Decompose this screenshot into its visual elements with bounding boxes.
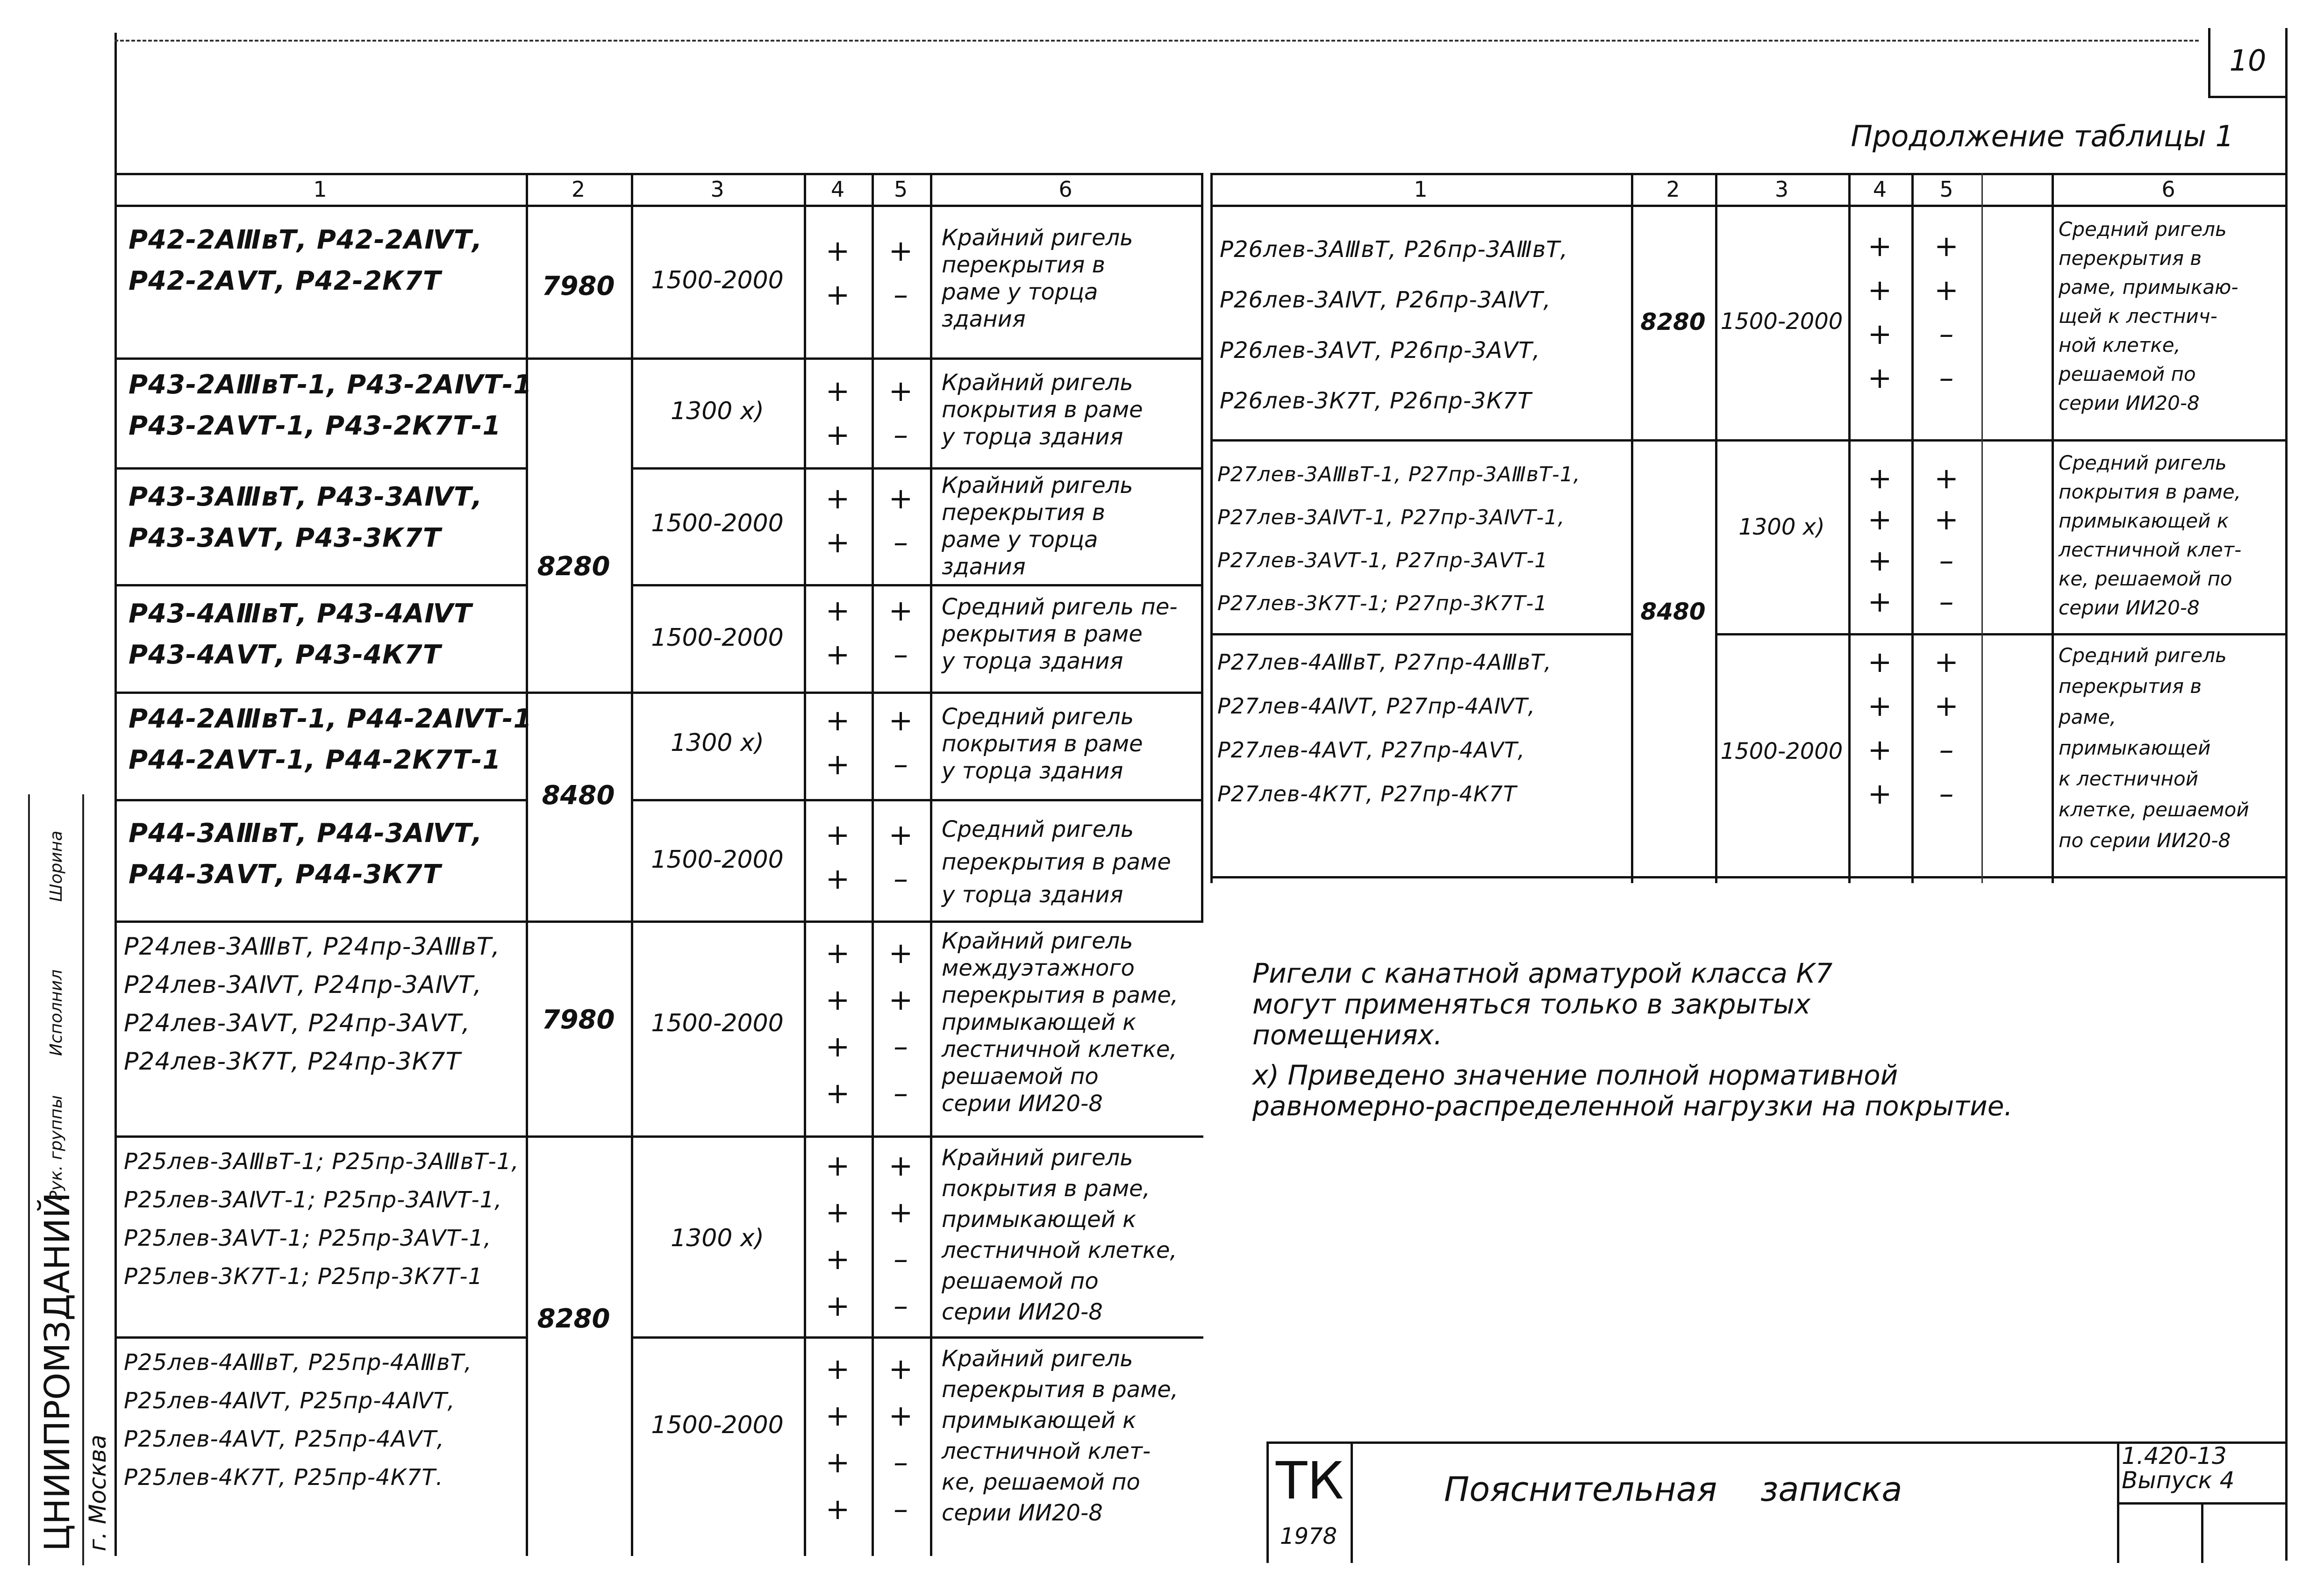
right-header-6: 6 — [2161, 177, 2175, 202]
right-row-1-col5: + + – – — [1934, 229, 1959, 395]
stamp-issue: Выпуск 4 — [2122, 1467, 2235, 1494]
left-row-6-col4: + + — [825, 818, 850, 896]
note-line-3: помещениях. — [1252, 1019, 1443, 1051]
right-row-3-col5: + + – – — [1934, 645, 1959, 811]
right-header-5: 5 — [1939, 177, 1953, 202]
left-header-6: 6 — [1058, 177, 1073, 202]
left-row-6-col5: + – — [888, 818, 913, 896]
left-row-9-names: Р25лев-4АⅢвТ, Р25пр-4АⅢвТ, Р25лев-4АⅣТ, Р25пр-4АⅣТ, Р25лев-4АⅤТ, Р25пр-4АⅤТ, Р25лев-4К7Т, Р25пр-4К7Т. — [124, 1349, 472, 1491]
note-line-5: равномерно-распределенной нагрузки на покрытие. — [1252, 1090, 2013, 1122]
right-row-3-names: Р27лев-4АⅢвТ, Р27пр-4АⅢвТ, Р27лев-4АⅣТ, Р27пр-4АⅣТ, Р27лев-4АⅤТ, Р27пр-4АⅤТ, Р27лев-4К7Т, Р27пр-4К7Т — [1217, 649, 1552, 806]
left-row-7-desc: Крайний ригель междуэтажного перекрытия в раме, примыкающей к лестничной клетке, решаемой по серии ИИ20-8 — [942, 928, 1178, 1117]
right-header-3: 3 — [1774, 177, 1789, 202]
stamp-year: 1978 — [1280, 1523, 1337, 1549]
right-row-2-col5: + + – – — [1934, 461, 1959, 619]
left-row-6-desc: Средний ригель перекрытия в раме у торца здания — [942, 816, 1171, 908]
stamp-title: Пояснительная записка — [1444, 1470, 1902, 1509]
right-row-1-col4: + + + + — [1867, 229, 1892, 395]
left-row-2-desc: Крайний ригель покрытия в раме у торца здания — [942, 370, 1143, 450]
right-row-1-desc: Средний ригель перекрытия в раме, примыкаю- щей к лестнич- ной клетке, решаемой по серии ИИ20-8 — [2059, 218, 2238, 414]
left-row-4-desc: Средний ригель пе- рекрытия в раме у торца здания — [942, 594, 1178, 674]
right-row-3-desc: Средний ригель перекрытия в раме, примыкающей к лестничной клетке, решаемой по серии ИИ20-8 — [2059, 644, 2249, 852]
right-header-1: 1 — [1414, 177, 1428, 202]
right-table — [1210, 173, 2285, 883]
margin-label-3: Шорина — [47, 830, 66, 902]
left-row-1-desc: Крайний ригель перекрытия в раме у торца здания — [942, 225, 1133, 332]
left-row-2-col5: + – — [888, 374, 913, 452]
right-row-3-col3: 1500-2000 — [1720, 738, 1843, 764]
margin-label-2: Исполнил — [47, 969, 66, 1056]
left-row-5-names: Р44-2АⅢвТ-1, Р44-2АⅣТ-1 Р44-2АⅤТ-1, Р44-2К7Т-1 — [129, 704, 532, 775]
left-row-4-col3: 1500-2000 — [651, 624, 784, 652]
left-row-3-col4: + + — [825, 481, 850, 559]
left-row-7-col4: + + + + — [825, 936, 850, 1110]
right-row-2-desc: Средний ригель покрытия в раме, примыкающей к лестничной клет- ке, решаемой по серии ИИ20-8 — [2059, 451, 2242, 619]
left-row-9-col4: + + + + — [825, 1352, 850, 1526]
frame-right-line — [2285, 28, 2288, 1561]
left-row-9-desc: Крайний ригель перекрытия в раме, примыкающей к лестничной клет- ке, решаемой по серии ИИ20-8 — [942, 1346, 1178, 1526]
left-row-3-desc: Крайний ригель перекрытия в раме у торца здания — [942, 472, 1133, 580]
notes — [1252, 958, 2013, 1121]
left-row-6-names: Р44-3АⅢвТ, Р44-3АⅣТ, Р44-3АⅤТ, Р44-3К7Т — [129, 818, 483, 890]
left-header-3: 3 — [710, 177, 724, 202]
left-header-1: 1 — [313, 177, 327, 202]
right-row-1-col2: 8280 — [1640, 308, 1706, 335]
left-row-5-col5: + – — [888, 703, 913, 781]
left-row-8-names: Р25лев-3АⅢвТ-1; Р25пр-3АⅢвТ-1, Р25лев-3АⅣТ-1; Р25пр-3АⅣТ-1, Р25лев-3АⅤТ-1; Р25пр-3АⅤТ-1, Р25лев-3К7Т-1; Р25пр-3К7Т-1 — [124, 1149, 519, 1290]
stamp-tk: ТК — [1276, 1451, 1344, 1511]
right-row-2-col3: 1300 х) — [1738, 514, 1825, 540]
note-line-1: Ригели с канатной арматурой класса К7 — [1252, 957, 1833, 989]
left-row-4-col5: + – — [888, 593, 913, 671]
left-col2-group-2: 8280 — [537, 551, 610, 582]
left-row-8-col3: 1300 х) — [671, 1224, 764, 1252]
left-row-8-col4: + + + + — [825, 1149, 850, 1323]
left-row-3-col3: 1500-2000 — [651, 509, 784, 537]
stamp-series: 1.420-13 — [2122, 1442, 2227, 1470]
right-col2-group: 8480 — [1640, 598, 1706, 625]
left-row-5-desc: Средний ригель покрытия в раме у торца здания — [942, 704, 1143, 784]
margin-stamp — [28, 794, 111, 1565]
left-row-2-names: Р43-2АⅢвТ-1, Р43-2АⅣТ-1 Р43-2АⅤТ-1, Р43-2К7Т-1 — [129, 370, 532, 441]
right-row-2-col4: + + + + — [1867, 461, 1892, 619]
left-header-2: 2 — [571, 177, 586, 202]
left-row-7-col3: 1500-2000 — [651, 1009, 784, 1037]
left-col2-group-4: 7980 — [542, 1005, 615, 1035]
margin-label-1: Рук. группы — [47, 1095, 66, 1201]
right-header-4: 4 — [1873, 177, 1887, 202]
left-row-1-col4: + + — [825, 234, 850, 312]
left-row-5-col4: + + — [825, 703, 850, 781]
note-line-2: могут применяться только в закрытых — [1252, 988, 1811, 1020]
left-row-7-col5: + + – – — [888, 936, 913, 1110]
left-row-5-col3: 1300 х) — [671, 729, 764, 757]
right-row-1-names: Р26лев-3АⅢвТ, Р26пр-3АⅢвТ, Р26лев-3АⅣТ, Р26пр-3АⅣТ, Р26лев-3АⅤТ, Р26пр-3АⅤТ, Р26лев-3К7Т, Р26пр-3К7Т — [1220, 236, 1568, 414]
right-header-2: 2 — [1666, 177, 1680, 202]
note-line-4: х) Приведено значение полной нормативной — [1252, 1059, 1898, 1091]
margin-city: г. Москва — [84, 1434, 111, 1551]
right-row-3-col4: + + + + — [1867, 645, 1892, 811]
left-col2-group-5: 8280 — [537, 1304, 610, 1334]
left-row-3-names: Р43-3АⅢвТ, Р43-3АⅣТ, Р43-3АⅤТ, Р43-3К7Т — [129, 482, 483, 553]
left-row-4-col4: + + — [825, 593, 850, 671]
margin-org: ЦНИИПРОМЗДАНИЙ — [37, 1192, 78, 1551]
left-table — [114, 173, 1203, 1551]
left-row-1-col3: 1500-2000 — [651, 266, 784, 294]
left-row-1-names: Р42-2АⅢвТ, Р42-2АⅣТ, Р42-2АⅤТ, Р42-2К7Т — [129, 225, 483, 296]
right-row-2-names: Р27лев-3АⅢвТ-1, Р27пр-3АⅢвТ-1, Р27лев-3АⅣТ-1, Р27пр-3АⅣТ-1, Р27лев-3АⅤТ-1, Р27пр-3АⅤТ-1 Р27лев-3К7Т-1; Р27пр-3К7Т-1 — [1217, 463, 1580, 615]
left-row-2-col4: + + — [825, 374, 850, 452]
left-row-8-col5: + + – – — [888, 1149, 913, 1323]
left-row-8-desc: Крайний ригель покрытия в раме, примыкающей к лестничной клетке, решаемой по серии ИИ20-8 — [942, 1145, 1177, 1325]
left-row-7-names: Р24лев-3АⅢвТ, Р24пр-3АⅢвТ, Р24лев-3АⅣТ, Р24пр-3АⅣТ, Р24лев-3АⅤТ, Р24пр-3АⅤТ, Р24лев-3К7Т, Р24пр-3К7Т — [124, 933, 500, 1076]
stamp-series-block — [2122, 1444, 2234, 1492]
left-col2-group-3: 8480 — [542, 780, 615, 811]
left-row-3-col5: + – — [888, 481, 913, 559]
frame-top-line — [114, 40, 2199, 42]
continuation-title: Продолжение таблицы 1 — [1851, 119, 2234, 153]
left-row-9-col5: + + – – — [888, 1352, 913, 1526]
right-row-1-col3: 1500-2000 — [1720, 308, 1843, 335]
left-col2-group-1: 7980 — [542, 271, 615, 301]
left-row-9-col3: 1500-2000 — [651, 1411, 784, 1439]
left-row-2-col3: 1300 х) — [671, 397, 764, 425]
left-row-4-names: Р43-4АⅢвТ, Р43-4АⅣТ Р43-4АⅤТ, Р43-4К7Т — [129, 599, 472, 670]
title-block — [1266, 1441, 2285, 1563]
left-header-4: 4 — [830, 177, 845, 202]
sheet-number: 10 — [2229, 43, 2267, 78]
left-row-6-col3: 1500-2000 — [651, 846, 784, 874]
left-row-1-col5: + – — [888, 234, 913, 312]
left-header-5: 5 — [894, 177, 908, 202]
sheet-number-box — [2208, 28, 2285, 98]
